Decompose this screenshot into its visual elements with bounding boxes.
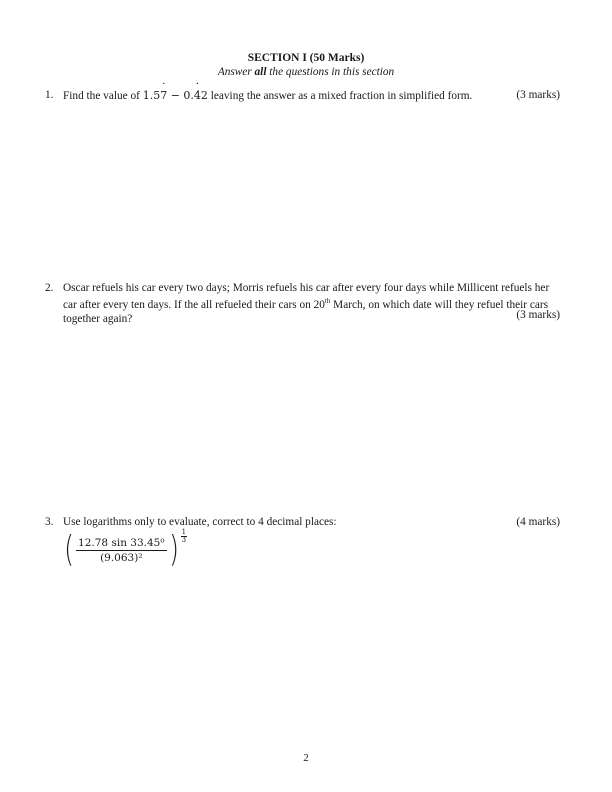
fraction-numerator: 12.78 sin 33.45⁰ [78,536,165,549]
question-1-number: 1. [45,89,54,101]
question-3-number: 3. [45,516,54,528]
question-2-marks: (3 marks) [516,309,560,321]
fraction [76,537,167,564]
section-title: SECTION I (50 Marks) [247,52,365,64]
question-2-number: 2. [45,282,54,294]
recurring-decimal-expression: 1.5˙ 7 − 0.˙ 42 [143,89,208,102]
left-parenthesis: ( [64,529,74,570]
question-3-text: Use logarithms only to evaluate, correct to 4 decimal places: [63,516,337,528]
section-instructions: Answer all the questions in this section [217,66,395,78]
question-1-marks: (3 marks) [516,89,560,101]
page-number: 2 [303,752,309,764]
logarithm-expression [62,527,187,570]
right-parenthesis: ) [168,529,179,570]
question-3-marks: (4 marks) [516,516,560,528]
fraction-denominator: (9.063)² [100,551,143,564]
exponent-one-third: 1 3 [181,527,187,544]
question-2-text: Oscar refuels his car every two days; Morris refuels his car after every four days while Millicent refuels her car after every ten days. If the all refueled their cars on 20th March, on which date will they refuel their cars together again? [63,282,550,325]
question-1-text: Find the value of 1.5˙ 7 − 0.˙ 42 leaving the answer as a mixed fraction in simplified form. [63,89,563,103]
